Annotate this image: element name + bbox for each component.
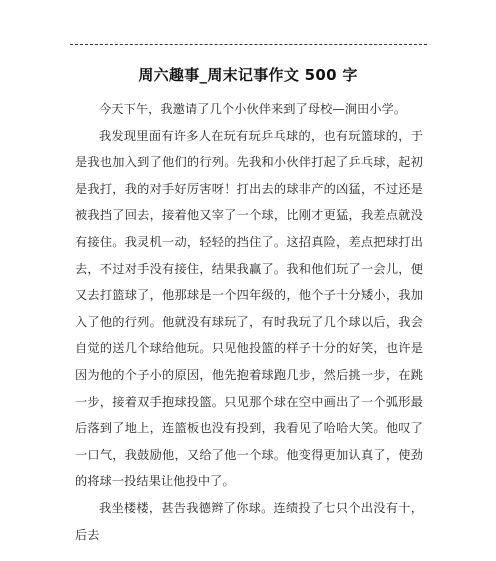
paragraph-continued: 我坐楼楼，甚告我德辫了你球。连绩投了七只个出没有十，后去 — [75, 500, 423, 542]
paragraph-intro: 今天下午，我邀请了几个小伙伴来到了母校—涧田小学。 — [99, 102, 407, 116]
document-title: 周六趣事_周末记事作文 500 字 — [138, 66, 358, 84]
paragraph-main: 我发现里面有许多人在玩有玩乒乓球的，也有玩篮球的，于是我也加入到了他们的行列。先我和小伙伴打起了乒乓球，起初是我打，我的对手好厉害呀！打出去的球非产的凶猛，不过还是被我挡了回去，接着他又宰了一个球，比刚才更猛，我差点就没有接住。我灵机一动，轻轻的挡住了。这招真险，差点把球打出去，不过对手没有接住，结果我赢了。我和他们玩了一会儿，便又去打篮球了，他那球是一个四年级的，他个子十分矮小，我加入了他的行列。他就没有球玩了，有时我玩了几个球以后，我会自觉的送几个球给他玩。只见他投篮的样子十分的好笑，也许是因为他的个子小的原因，他先抱着球跑几步，然后挑一步，在跳一步，接着双手抱球投篮。只见那个球在空中画出了一个弧形最后落到了地上，连篮板也没有投到，我看见了哈哈大笑。他叹了一口气，我鼓励他，又给了他一个球。他变得更加认真了，使劲的将球一投结果让他投中了。 — [75, 128, 423, 489]
header-divider — [70, 44, 427, 45]
document-body — [75, 96, 423, 548]
